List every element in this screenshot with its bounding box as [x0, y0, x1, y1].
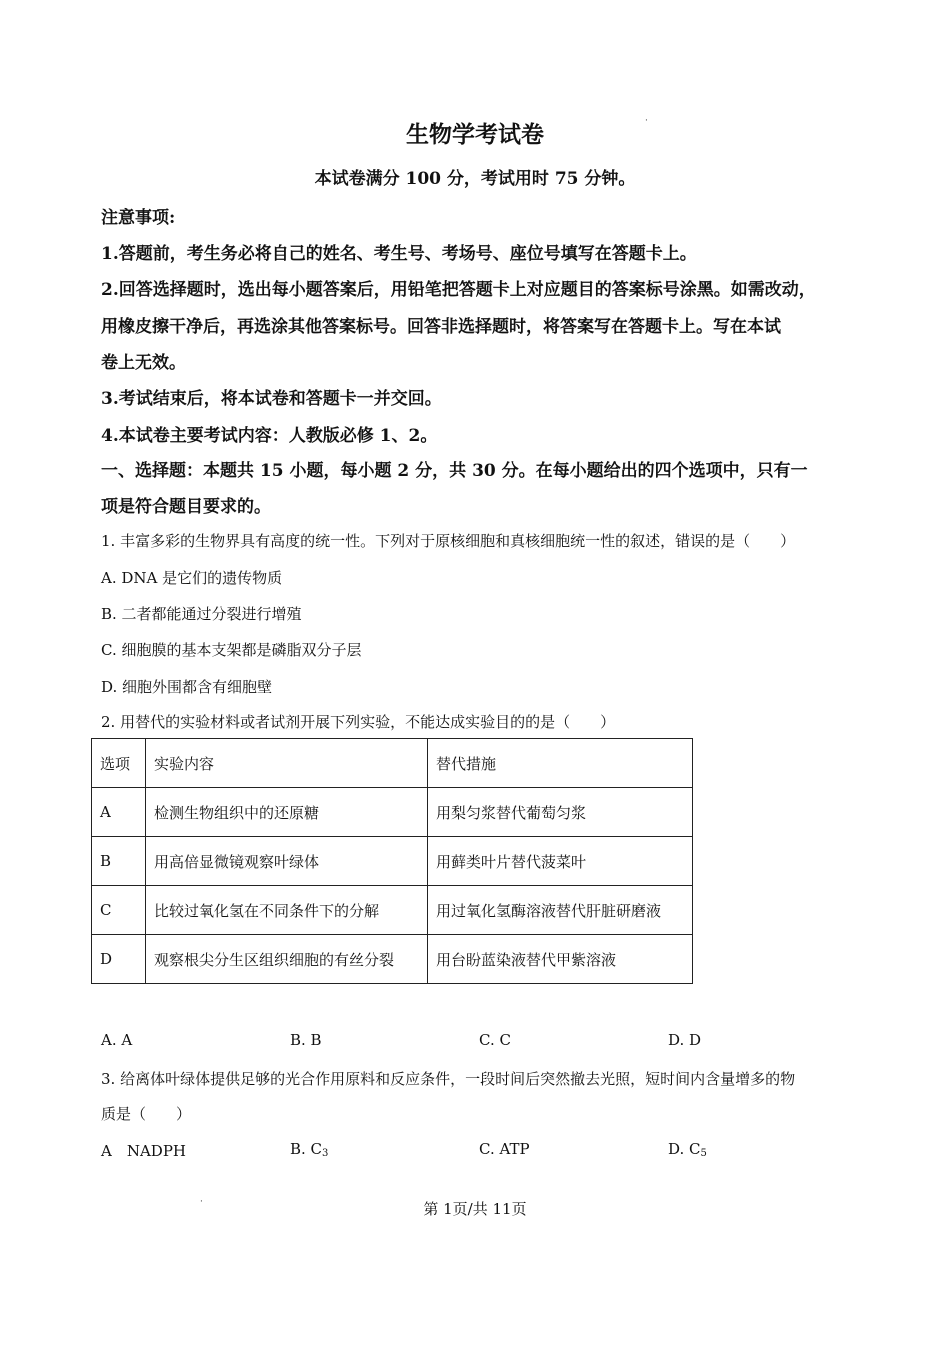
note-3: 3.考试结束后，将本试卷和答题卡一并交回。: [101, 389, 442, 409]
question-3-option-c: C. ATP: [479, 1140, 530, 1158]
question-1-option-d: D. 细胞外围都含有细胞壁: [101, 678, 273, 696]
table-cell: C: [92, 886, 146, 935]
table-cell: 检测生物组织中的还原糖: [146, 788, 428, 837]
option-d-subscript: 5: [700, 1148, 707, 1159]
table-row: [92, 788, 693, 837]
question-2-option-d: D. D: [668, 1031, 702, 1049]
table-cell: 观察根尖分生区组织细胞的有丝分裂: [146, 935, 428, 984]
table-cell: 用台盼蓝染液替代甲紫溶液: [428, 935, 693, 984]
note-4: 4.本试卷主要考试内容：人教版必修 1、2。: [101, 426, 438, 446]
table-cell: A: [92, 788, 146, 837]
table-cell: D: [92, 935, 146, 984]
question-3-stem-line-1: 3. 给离体叶绿体提供足够的光合作用原料和反应条件，一段时间后突然撤去光照，短时间内含量增多的物: [101, 1070, 796, 1088]
notes-heading: 注意事项:: [101, 208, 176, 228]
question-2-option-c: C. C: [479, 1031, 511, 1049]
question-2-option-b: B. B: [290, 1031, 322, 1049]
question-3-option-a: A NADPH: [101, 1142, 186, 1160]
stray-mark: ·: [645, 116, 648, 126]
page-title: 生物学考试卷: [406, 121, 544, 148]
table-cell: B: [92, 837, 146, 886]
table-header-cell: 实验内容: [146, 739, 428, 788]
table-header-cell: 选项: [92, 739, 146, 788]
question-1-option-c: C. 细胞膜的基本支架都是磷脂双分子层: [101, 641, 362, 659]
section-1-line-1: 一、选择题：本题共 15 小题，每小题 2 分，共 30 分。在每小题给出的四个选项中，只有一: [101, 461, 808, 481]
option-d-text: D. C: [668, 1140, 701, 1158]
note-2-line-3: 卷上无效。: [101, 353, 186, 373]
question-1-stem: 1. 丰富多彩的生物界具有高度的统一性。下列对于原核细胞和真核细胞统一性的叙述，错误的是（ ）: [101, 532, 796, 550]
option-b-text: B. C: [290, 1140, 323, 1158]
table-cell: 比较过氧化氢在不同条件下的分解: [146, 886, 428, 935]
note-2-line-2: 用橡皮擦干净后，再选涂其他答案标号。回答非选择题时，将答案写在答题卡上。写在本试: [101, 317, 781, 337]
question-3-option-b: [290, 1140, 328, 1159]
question-1-option-b: B. 二者都能通过分裂进行增殖: [101, 605, 302, 623]
table-row: [92, 837, 693, 886]
question-2-option-a: A. A: [101, 1031, 133, 1049]
question-3-option-d: [668, 1140, 707, 1159]
section-1-line-2: 项是符合题目要求的。: [101, 497, 271, 517]
experiment-table: [91, 738, 693, 984]
table-row: [92, 935, 693, 984]
table-cell: 用藓类叶片替代菠菜叶: [428, 837, 693, 886]
page-number: 第 1页/共 11页: [423, 1200, 527, 1218]
table-cell: 用梨匀浆替代葡萄匀浆: [428, 788, 693, 837]
table-cell: 用高倍显微镜观察叶绿体: [146, 837, 428, 886]
table-cell: 用过氧化氢酶溶液替代肝脏研磨液: [428, 886, 693, 935]
option-b-subscript: 3: [322, 1148, 329, 1159]
table-header-cell: 替代措施: [428, 739, 693, 788]
stray-mark: ·: [200, 1197, 203, 1207]
page-subtitle: 本试卷满分 100 分，考试用时 75 分钟。: [314, 169, 636, 189]
table-header-row: [92, 739, 693, 788]
note-2-line-1: 2.回答选择题时，选出每小题答案后，用铅笔把答题卡上对应题目的答案标号涂黑。如需改动，: [101, 280, 816, 300]
note-1: 1.答题前，考生务必将自己的姓名、考生号、考场号、座位号填写在答题卡上。: [101, 244, 697, 264]
question-1-option-a: A. DNA 是它们的遗传物质: [101, 569, 283, 587]
question-3-stem-line-2: 质是（ ）: [101, 1105, 192, 1123]
table-row: [92, 886, 693, 935]
question-2-stem: 2. 用替代的实验材料或者试剂开展下列实验，不能达成实验目的的是（ ）: [101, 713, 616, 731]
